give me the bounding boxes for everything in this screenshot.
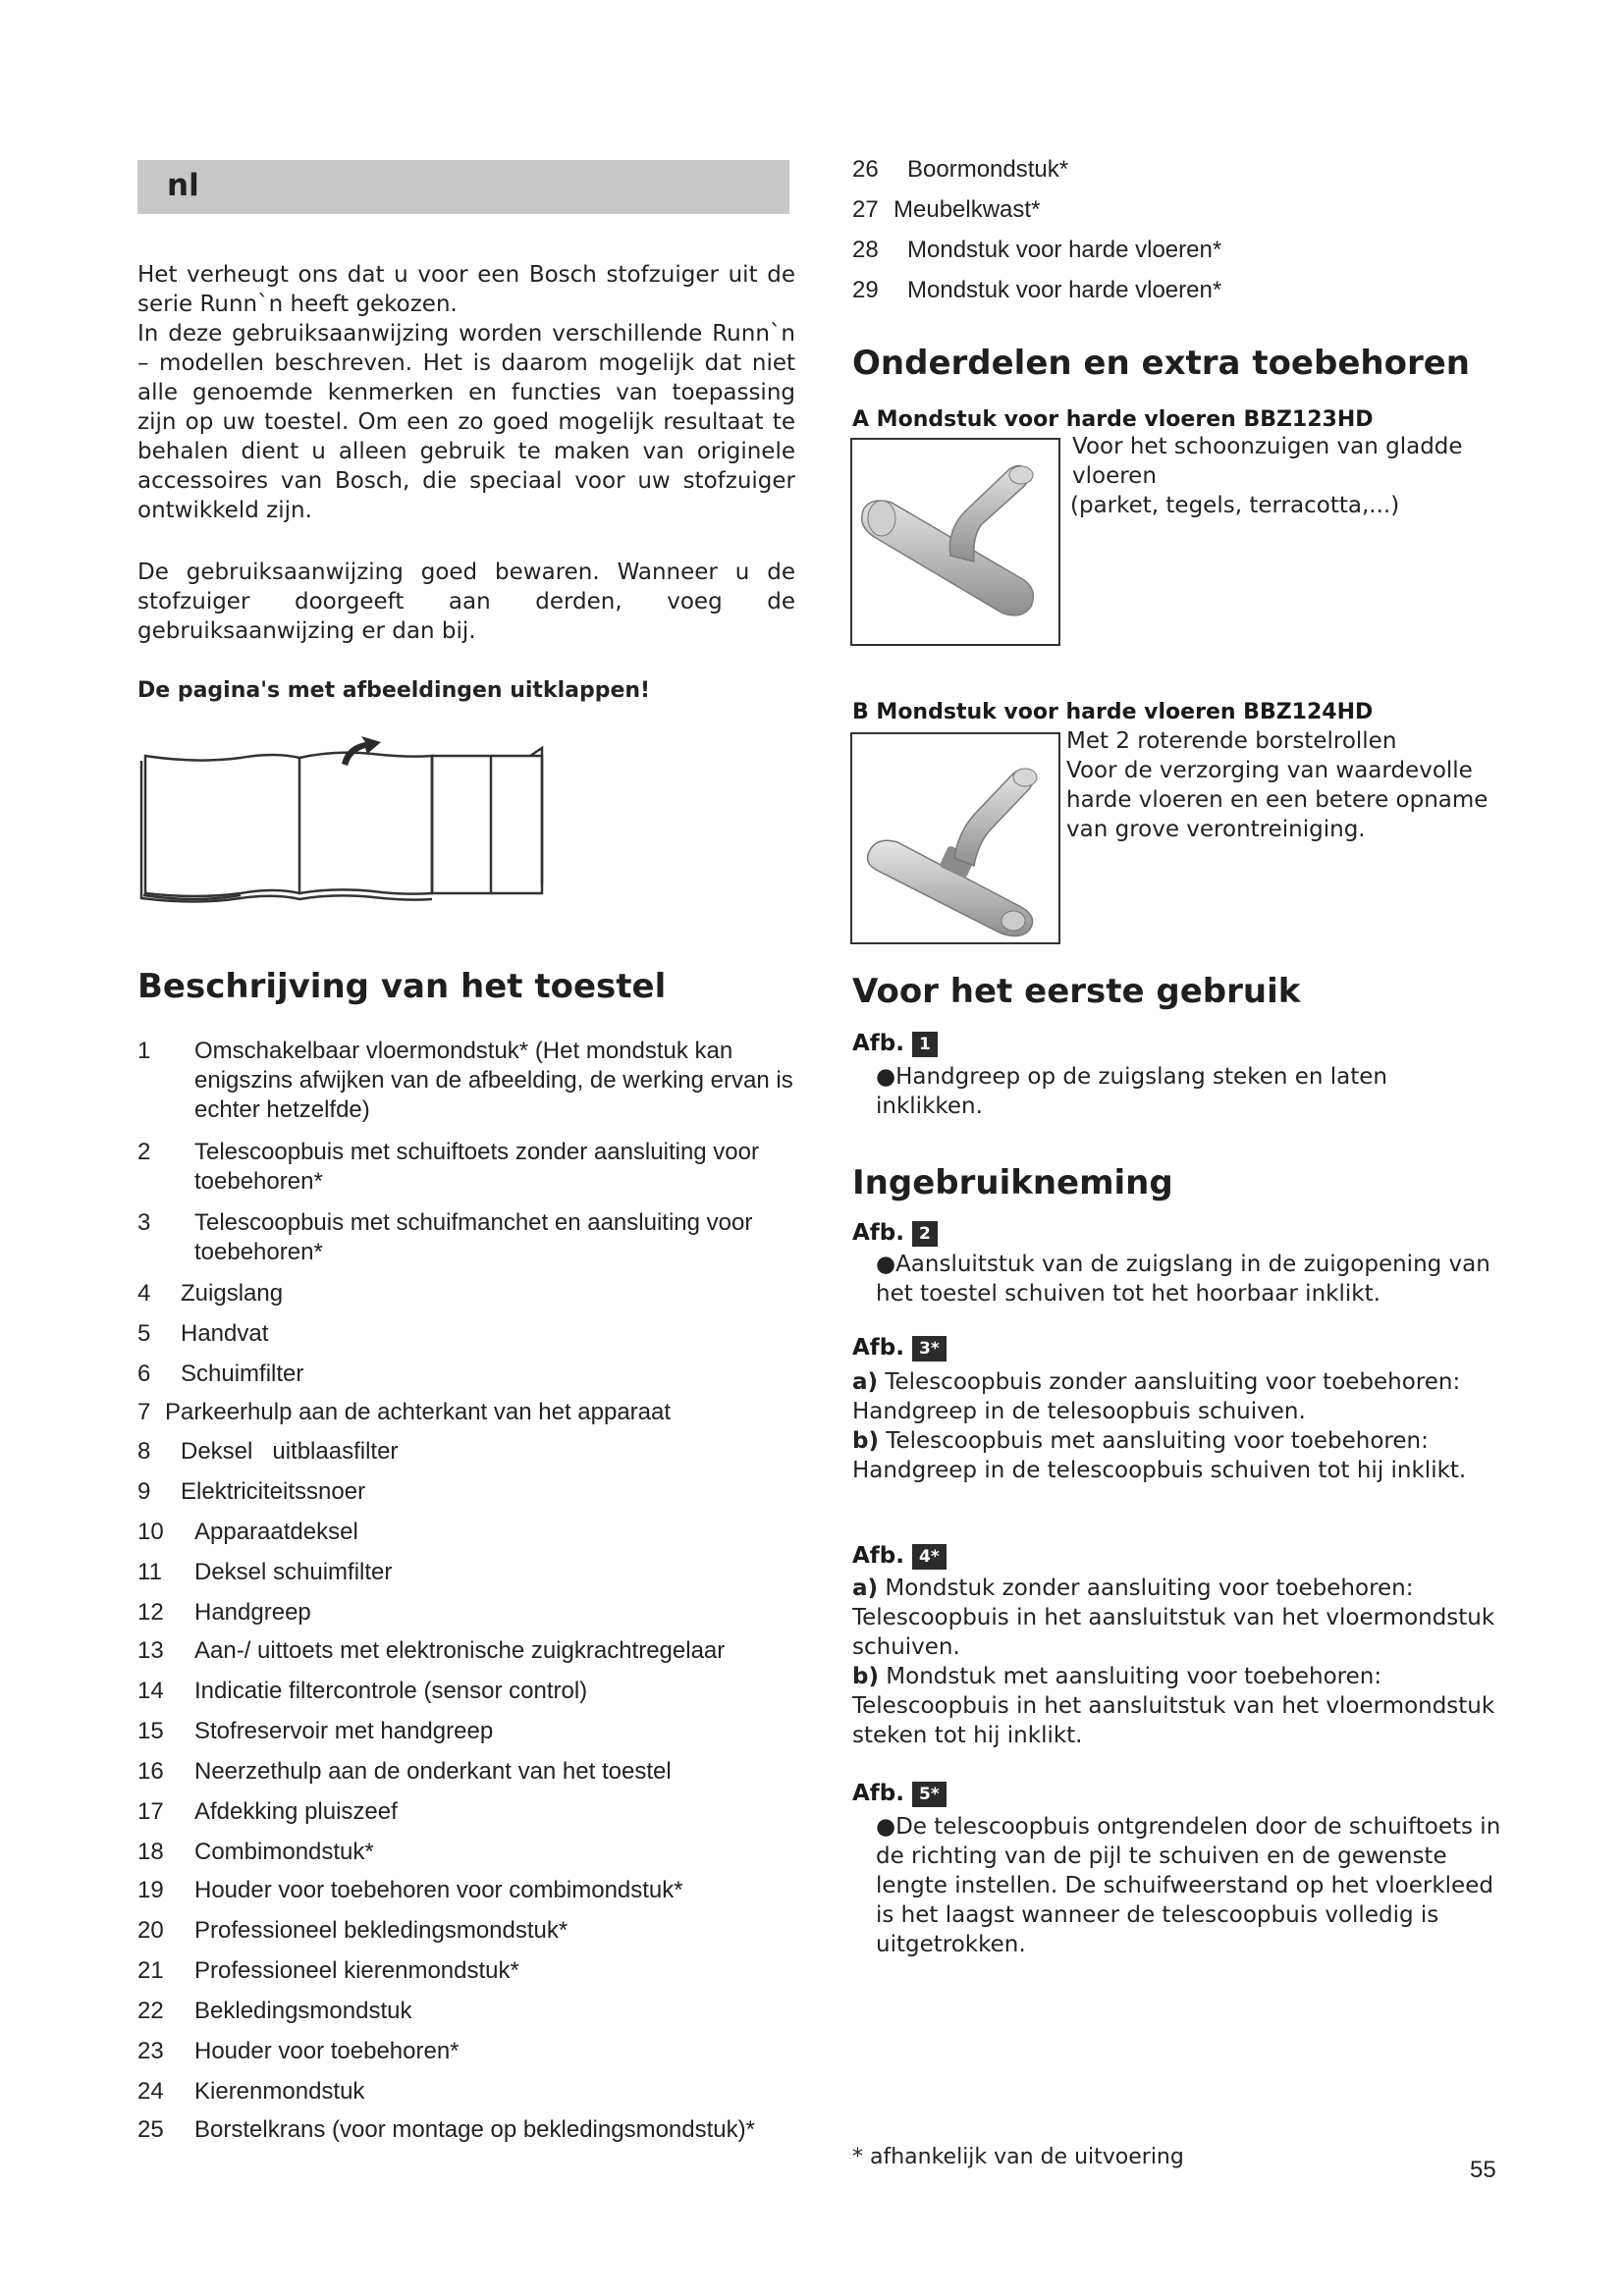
accessory-a-image: [850, 438, 1060, 646]
commissioning-step-4a: a) Mondstuk zonder aansluiting voor toebehoren: Telescoopbuis in het aansluitstuk van het vloermondstuk schuiven.: [852, 1575, 1495, 1660]
figure-ref-3: Afb. 3*: [852, 1335, 947, 1362]
page-number: 55: [1470, 2157, 1496, 2183]
accessory-b-desc-4: van grove verontreiniging.: [1066, 817, 1366, 842]
figure-badge: 1: [912, 1032, 938, 1057]
accessory-b-desc-2: Voor de verzorging van waardevolle: [1066, 758, 1473, 783]
commissioning-step-3b: b) Telescoopbuis met aansluiting voor toebehoren: Handgreep in de telescoopbuis schuiven tot hij inklikt.: [852, 1428, 1467, 1483]
commissioning-step-5: ●De telescoopbuis ontgrendelen door de schuiftoets in de richting van de pijl te schuiven en de gewenste lengte instellen. De schuifweerstand op het vloerkleed is het laagst wanneer de telescoopbuis volledig is uitgetrokken.: [876, 1814, 1501, 1957]
figure-ref-4: Afb. 4*: [852, 1543, 947, 1570]
description-title: Beschrijving van het toestel: [137, 967, 667, 1006]
bullet-icon: ●: [876, 1252, 896, 1277]
bullet-icon: ●: [876, 1064, 896, 1090]
accessory-b-desc-3: harde vloeren en een betere opname: [1066, 787, 1489, 813]
figure-badge: 2: [912, 1221, 938, 1247]
accessory-a-desc-1: Voor het schoonzuigen van gladde: [1072, 434, 1463, 459]
footnote: * afhankelijk van de uitvoering: [852, 2145, 1184, 2169]
floor-nozzle-icon: [852, 440, 1058, 644]
intro-paragraph-1: Het verheugt ons dat u voor een Bosch stofzuiger uit de serie Runn`n heeft gekozen. In deze gebruiksaanwijzing worden verschillende Runn`n – modellen beschreven. Het is daarom mogelijk dat niet alle genoemde kenmerken en functies van toepassing zijn op uw toestel. Om een zo goed mogelijk resultaat te behalen dient u alleen gebruik te maken van originele accessoires van Bosch, die speciaal voor uw stofzuiger ontwikkeld zijn.: [137, 262, 795, 523]
accessory-a-desc-3: (parket, tegels, terracotta,...): [1070, 493, 1400, 518]
accessory-b-desc-1: Met 2 roterende borstelrollen: [1066, 728, 1397, 754]
commissioning-title: Ingebruikneming: [852, 1163, 1173, 1202]
bullet-icon: ●: [876, 1814, 896, 1840]
figure-ref-2: Afb. 2: [852, 1220, 938, 1247]
fold-arrow-icon: [342, 736, 381, 766]
figure-badge: 4*: [912, 1544, 947, 1570]
accessory-b-title: B Mondstuk voor harde vloeren BBZ124HD: [852, 700, 1374, 724]
intro-paragraph-2: In deze gebruiksaanwijzing worden verschillende Runn`n – modellen beschreven. Het is daarom mogelijk dat niet alle genoemde kenmerken en functies van toepassing zijn op uw toestel. Om een zo goed mogelijk resultaat te behalen dient u alleen gebruik te maken van originele accessoires van Bosch, die speciaal voor uw stofzuiger ontwikkeld zijn.: [137, 321, 795, 523]
first-use-title: Voor het eerste gebruik: [852, 972, 1301, 1011]
language-tab: [137, 160, 789, 214]
foldout-illustration: [137, 736, 550, 908]
accessory-a-title: A Mondstuk voor harde vloeren BBZ123HD: [852, 407, 1374, 432]
figure-ref-5: Afb. 5*: [852, 1781, 947, 1807]
language-code: nl: [167, 168, 199, 203]
figure-ref-1: Afb. 1: [852, 1031, 938, 1057]
accessories-title: Onderdelen en extra toebehoren: [852, 344, 1470, 383]
brush-nozzle-icon: [852, 734, 1058, 942]
intro-paragraph-3: De gebruiksaanwijzing goed bewaren. Wanneer u de stofzuiger doorgeeft aan derden, voeg de gebruiksaanwijzing er dan bij.: [137, 560, 795, 644]
accessory-b-image: [850, 732, 1060, 944]
commissioning-step-4b: b) Mondstuk met aansluiting voor toebehoren: Telescoopbuis in het aansluitstuk van het vloermondstuk steken tot hij inklikt.: [852, 1664, 1495, 1748]
fold-note: De pagina's met afbeeldingen uitklappen!: [137, 678, 651, 703]
figure-badge: 5*: [912, 1782, 947, 1807]
first-use-step: ●Handgreep op de zuigslang steken en laten inklikken.: [876, 1064, 1388, 1119]
commissioning-step-3a: a) Telescoopbuis zonder aansluiting voor toebehoren: Handgreep in de telesoopbuis schuiven.: [852, 1369, 1461, 1424]
commissioning-step-2: ●Aansluitstuk van de zuigslang in de zuigopening van het toestel schuiven tot het hoorbaar inklikt.: [876, 1252, 1490, 1307]
figure-badge: 3*: [912, 1336, 947, 1362]
accessory-a-desc-2: vloeren: [1072, 463, 1157, 489]
